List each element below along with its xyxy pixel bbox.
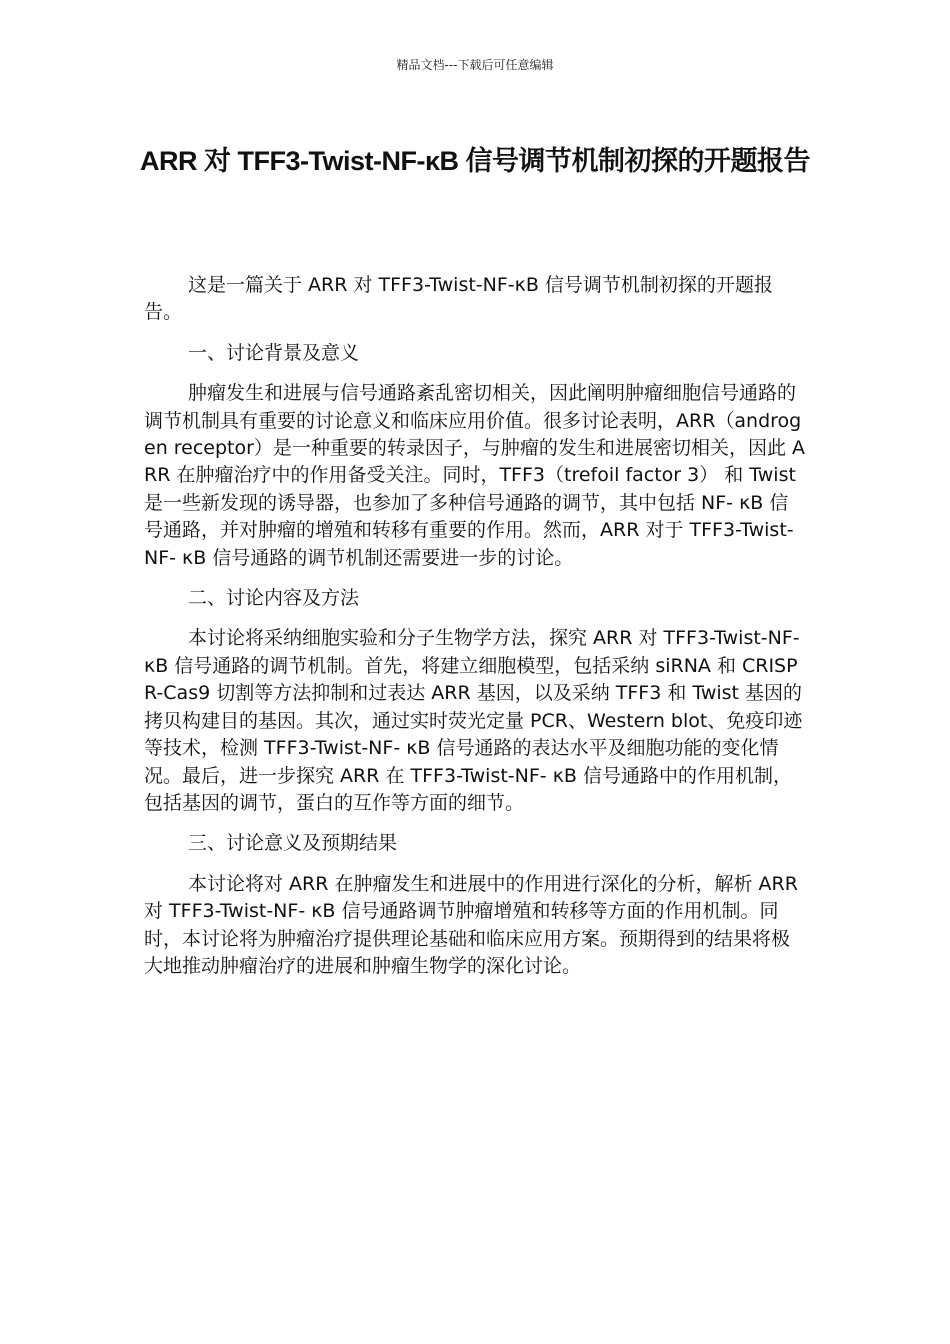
section-heading-significance: 三、讨论意义及预期结果 bbox=[188, 832, 398, 855]
section-heading-methods: 二、讨论内容及方法 bbox=[188, 587, 360, 610]
document-title: ARR 对 TFF3-Twist-NF-κB 信号调节机制初探的开题报告 bbox=[140, 146, 811, 176]
section-heading-background: 一、讨论背景及意义 bbox=[188, 341, 360, 364]
header-note: 精品文档---下载后可任意编辑 bbox=[396, 58, 554, 72]
intro-paragraph: 这是一篇关于 ARR 对 TFF3-Twist-NF-κB 信号调节机制初探的开题报告。 bbox=[144, 274, 773, 324]
background-paragraph: 肿瘤发生和进展与信号通路紊乱密切相关，因此阐明肿瘤细胞信号通路的调节机制具有重要的讨论意义和临床应用价值。很多讨论表明，ARR（androgen receptor）是一种重要的转录因子，与肿瘤的发生和进展密切相关，因此 ARR 在肿瘤治疗中的作用备受关注。同时，TFF3（trefoil factor 3） 和 Twist 是一些新发现的诱导器，也参加了多种信号通路的调节，其中包括 NF- κB 信号通路，并对肿瘤的增殖和转移有重要的作用。然而，ARR 对于 TFF3-Twist-NF- κB 信号通路的调节机制还需要进一步的讨论。 bbox=[144, 382, 805, 569]
methods-paragraph: 本讨论将采纳细胞实验和分子生物学方法，探究 ARR 对 TFF3-Twist-NF- κB 信号通路的调节机制。首先，将建立细胞模型，包括采纳 siRNA 和 CRISPR-Cas9 切割等方法抑制和过表达 ARR 基因，以及采纳 TFF3 和 Twist 基因的拷贝构建目的基因。其次，通过实时荧光定量 PCR、Western blot、免疫印迹等技术，检测 TFF3-Twist-NF- κB 信号通路的表达水平及细胞功能的变化情况。最后，进一步探究 ARR 在 TFF3-Twist-NF- κB 信号通路中的作用机制，包括基因的调节，蛋白的互作等方面的细节。 bbox=[144, 627, 803, 814]
document-body bbox=[144, 272, 806, 993]
significance-paragraph: 本讨论将对 ARR 在肿瘤发生和进展中的作用进行深化的分析，解析 ARR 对 TFF3-Twist-NF- κB 信号通路调节肿瘤增殖和转移等方面的作用机制。同时，本讨论将为肿瘤治疗提供理论基础和临床应用方案。预期得到的结果将极大地推动肿瘤治疗的进展和肿瘤生物学的深化讨论。 bbox=[144, 872, 798, 977]
